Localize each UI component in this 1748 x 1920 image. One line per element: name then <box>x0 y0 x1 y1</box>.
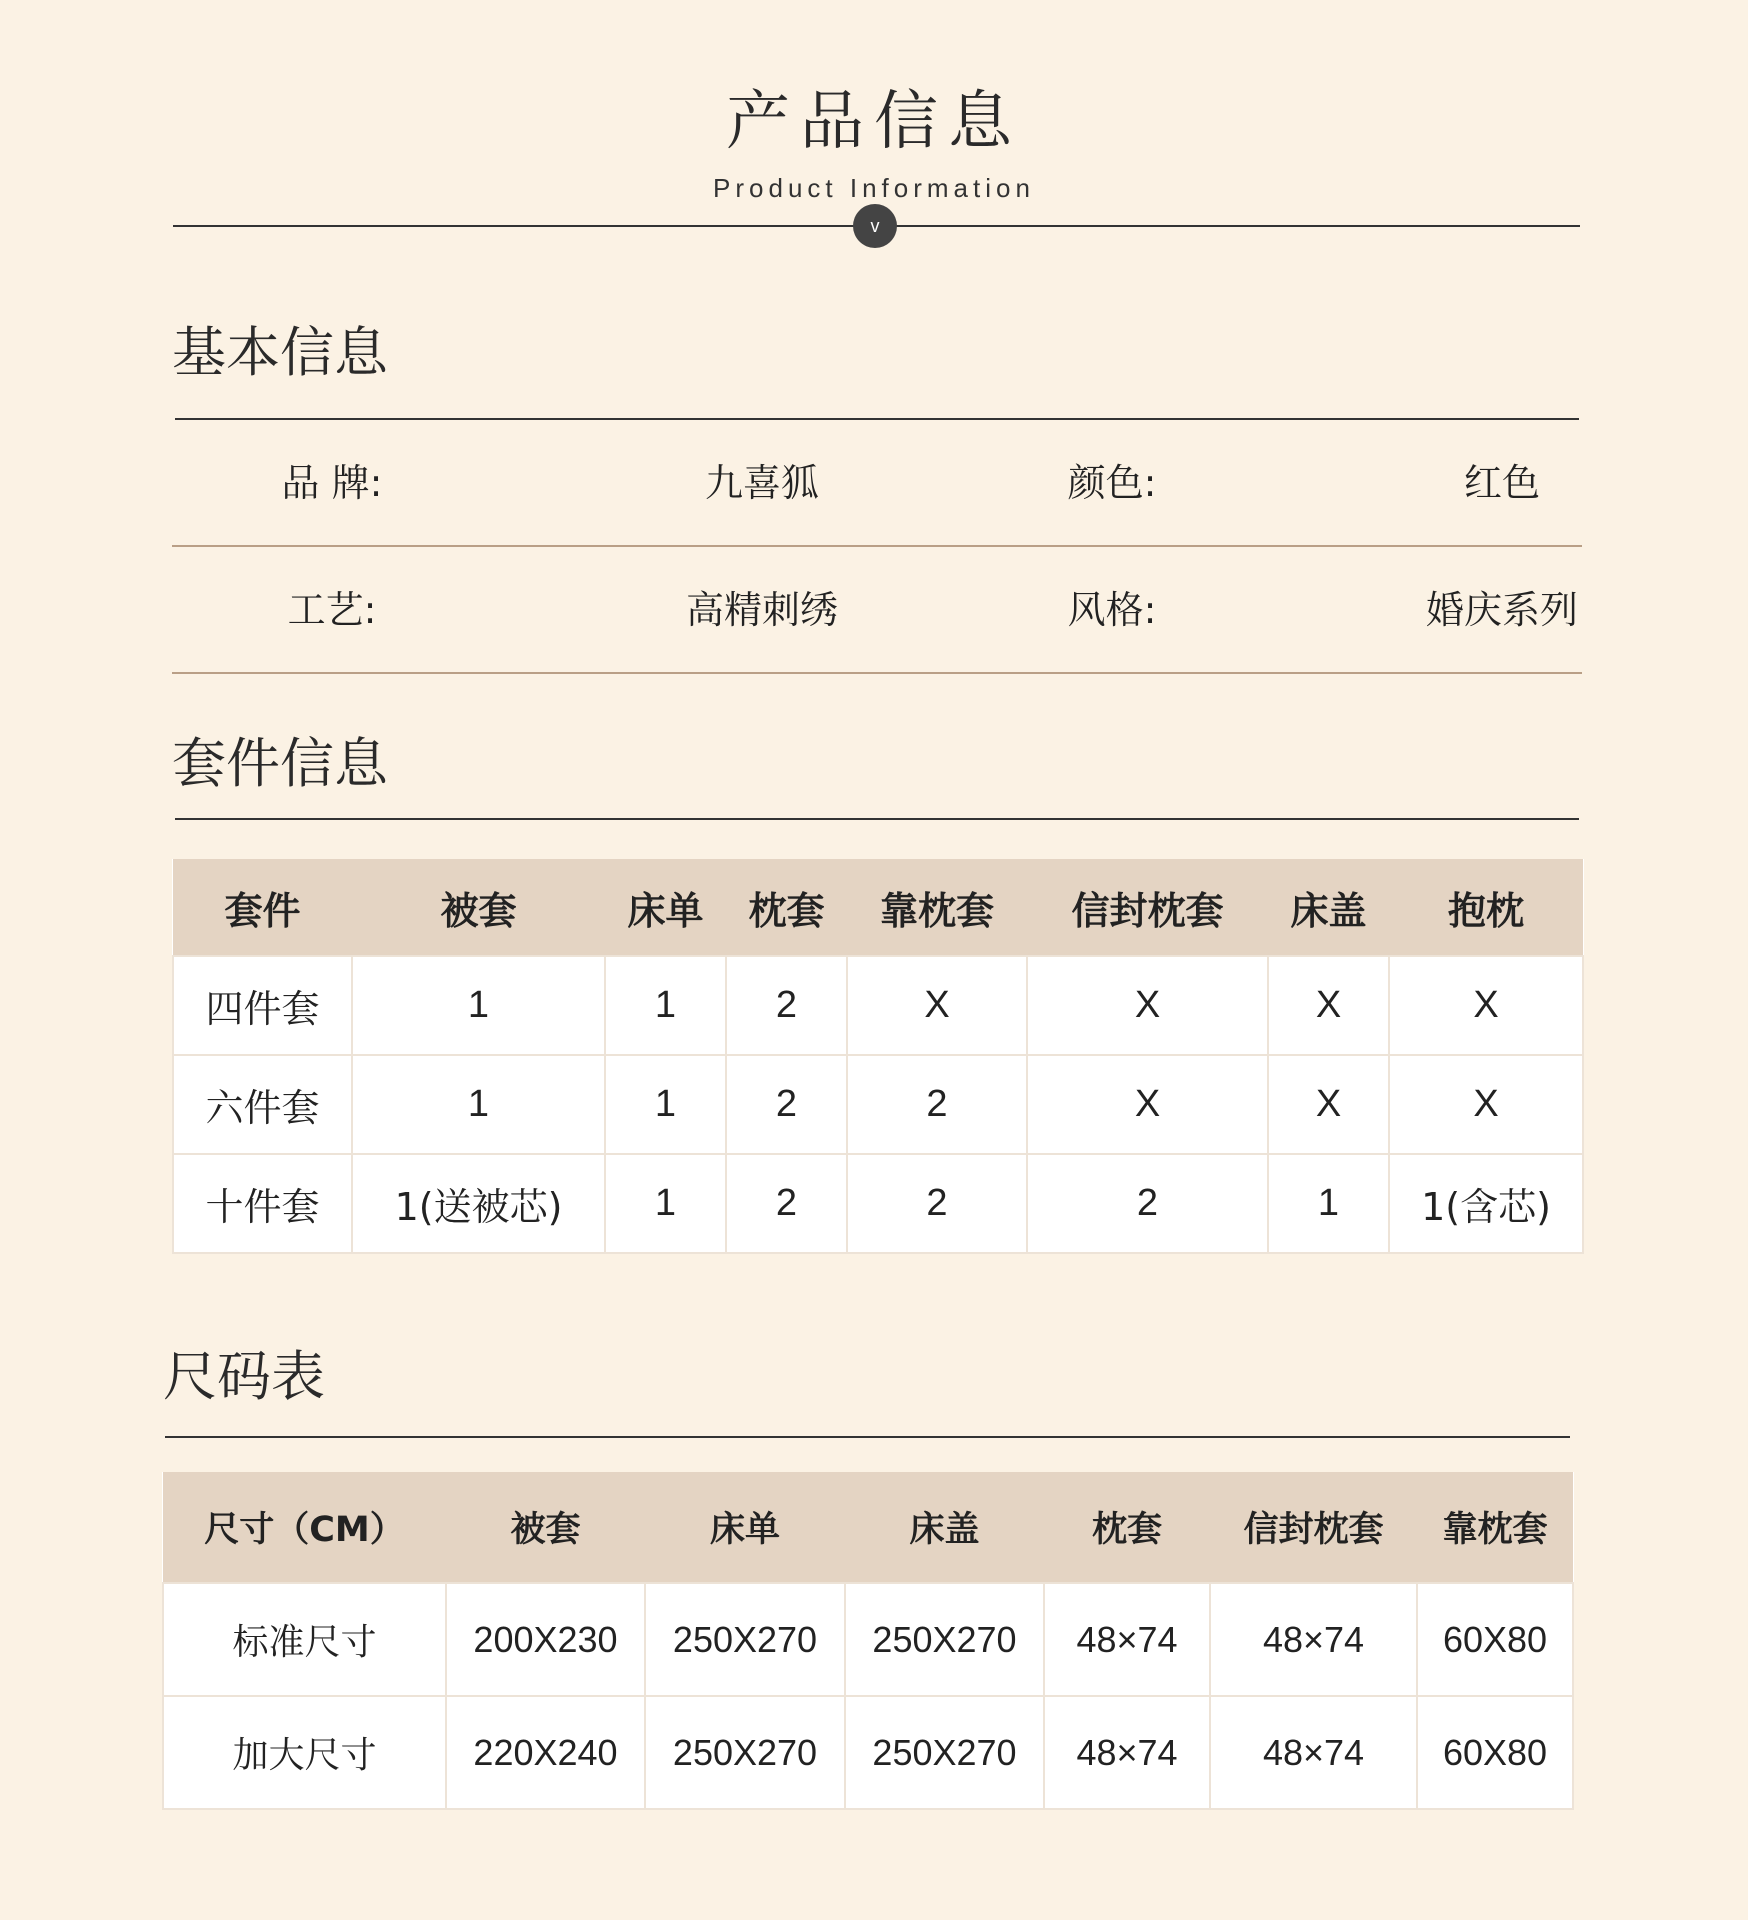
info-divider <box>172 672 1582 674</box>
column-header: 枕套 <box>1044 1472 1210 1583</box>
kit-info-rule <box>175 818 1579 820</box>
info-value: 红色 <box>1463 461 1540 505</box>
table-cell: 四件套 <box>173 956 352 1055</box>
size-chart-rule <box>165 1436 1570 1438</box>
table-cell: 1 <box>352 956 605 1055</box>
table-cell: 2 <box>847 1055 1027 1154</box>
page-subtitle: Product Information <box>713 173 1035 203</box>
table-cell: X <box>1389 1055 1583 1154</box>
table-cell: 250X270 <box>645 1696 845 1809</box>
size-table <box>162 1472 1574 1810</box>
table-row <box>173 1055 1583 1154</box>
info-value: 婚庆系列 <box>1425 588 1578 632</box>
table-cell: 1 <box>605 956 726 1055</box>
table-cell: X <box>847 956 1027 1055</box>
column-header: 床单 <box>605 859 726 956</box>
table-cell: 1 <box>605 1055 726 1154</box>
table-cell: 48×74 <box>1210 1583 1417 1696</box>
table-cell: 2 <box>847 1154 1027 1253</box>
table-cell: 60X80 <box>1417 1696 1573 1809</box>
size-chart-heading: 尺码表 <box>163 1345 325 1408</box>
table-cell: 十件套 <box>173 1154 352 1253</box>
table-header-row <box>163 1472 1573 1583</box>
column-header: 抱枕 <box>1389 859 1583 956</box>
table-cell: 1(含芯) <box>1389 1154 1583 1253</box>
table-cell: 2 <box>726 1055 847 1154</box>
column-header: 信封枕套 <box>1210 1472 1417 1583</box>
page-title: 产品信息 <box>726 85 1022 159</box>
table-cell: 1 <box>605 1154 726 1253</box>
table-row <box>163 1583 1573 1696</box>
table-cell: 48×74 <box>1044 1696 1210 1809</box>
kit-table <box>172 859 1584 1254</box>
info-label: 品 牌: <box>281 461 383 505</box>
table-header-row <box>173 859 1583 956</box>
column-header: 床单 <box>645 1472 845 1583</box>
column-header: 被套 <box>446 1472 645 1583</box>
table-cell: 250X270 <box>845 1583 1044 1696</box>
table-cell: 250X270 <box>845 1696 1044 1809</box>
column-header: 尺寸（CM） <box>163 1472 446 1583</box>
basic-info-heading: 基本信息 <box>172 321 388 384</box>
table-cell: 2 <box>1027 1154 1268 1253</box>
column-header: 靠枕套 <box>847 859 1027 956</box>
info-row <box>172 547 1582 674</box>
column-header: 靠枕套 <box>1417 1472 1573 1583</box>
table-cell: 1 <box>352 1055 605 1154</box>
table-cell: 1(送被芯) <box>352 1154 605 1253</box>
table-cell: X <box>1268 1055 1389 1154</box>
column-header: 套件 <box>173 859 352 956</box>
kit-info-heading: 套件信息 <box>172 732 388 795</box>
table-cell: 48×74 <box>1210 1696 1417 1809</box>
column-header: 枕套 <box>726 859 847 956</box>
table-cell: 250X270 <box>645 1583 845 1696</box>
table-cell: X <box>1027 956 1268 1055</box>
column-header: 被套 <box>352 859 605 956</box>
column-header: 信封枕套 <box>1027 859 1268 956</box>
column-header: 床盖 <box>845 1472 1044 1583</box>
info-label: 颜色: <box>1067 461 1157 505</box>
info-value: 高精刺绣 <box>685 588 838 632</box>
table-cell: X <box>1027 1055 1268 1154</box>
table-cell: 220X240 <box>446 1696 645 1809</box>
info-value: 九喜狐 <box>704 461 819 505</box>
table-cell: 标准尺寸 <box>163 1583 446 1696</box>
table-cell: X <box>1389 956 1583 1055</box>
table-cell: 加大尺寸 <box>163 1696 446 1809</box>
table-cell: 48×74 <box>1044 1583 1210 1696</box>
table-cell: 2 <box>726 1154 847 1253</box>
table-row <box>173 1154 1583 1253</box>
info-label: 风格: <box>1067 588 1157 632</box>
table-row <box>173 956 1583 1055</box>
info-row <box>172 420 1582 547</box>
table-cell: 200X230 <box>446 1583 645 1696</box>
table-row <box>163 1696 1573 1809</box>
column-header: 床盖 <box>1268 859 1389 956</box>
table-cell: 1 <box>1268 1154 1389 1253</box>
chevron-down-icon: v <box>853 204 897 248</box>
table-cell: 2 <box>726 956 847 1055</box>
table-cell: 六件套 <box>173 1055 352 1154</box>
table-cell: 60X80 <box>1417 1583 1573 1696</box>
table-cell: X <box>1268 956 1389 1055</box>
info-label: 工艺: <box>287 588 377 632</box>
